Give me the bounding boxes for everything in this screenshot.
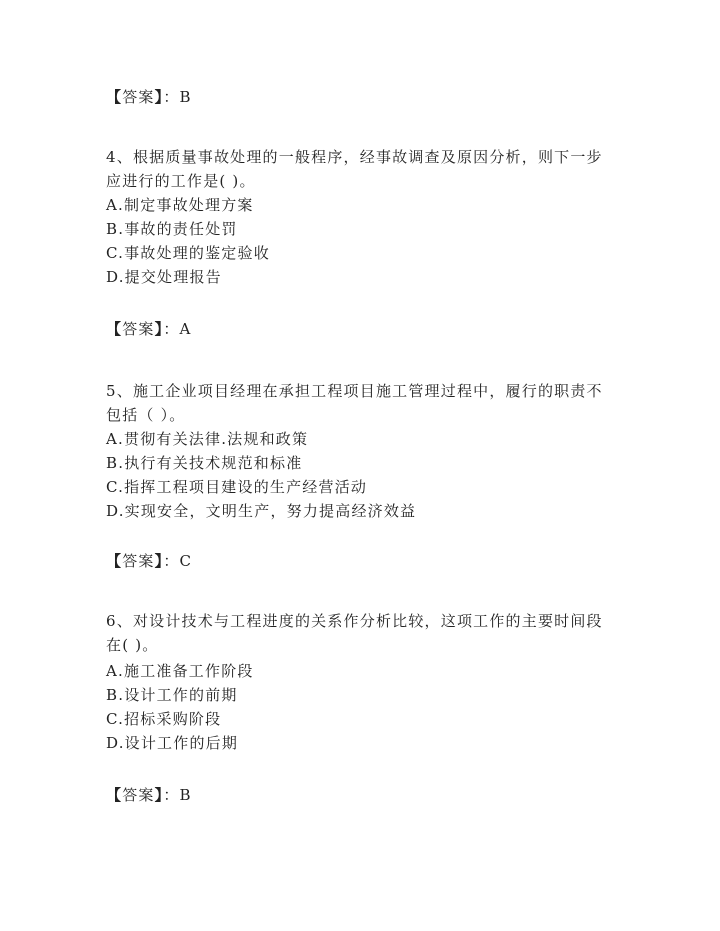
question-4-option-c: C.事故处理的鉴定验收 — [106, 244, 270, 262]
question-4-option-d: D.提交处理报告 — [106, 268, 222, 286]
answer-line — [106, 784, 192, 806]
answer-value: A — [179, 320, 192, 338]
question-5-option-b: B.执行有关技术规范和标准 — [106, 454, 303, 472]
question-6-option-a: A.施工准备工作阶段 — [106, 662, 254, 680]
answer-open-bracket: 【 — [106, 88, 123, 106]
answer-separator: ： — [163, 552, 180, 570]
question-4-text-line-2: 应进行的工作是( )。 — [106, 172, 256, 190]
question-4-option-b: B.事故的责任处罚 — [106, 220, 238, 238]
answer-value: B — [179, 786, 192, 804]
question-5-text-line-2: 包括（ ）。 — [106, 406, 186, 424]
question-6-option-c: C.招标采购阶段 — [106, 710, 222, 728]
answer-label: 答案 — [122, 786, 155, 804]
question-5-option-a: A.贯彻有关法律.法规和政策 — [106, 430, 309, 448]
question-6-option-b: B.设计工作的前期 — [106, 686, 238, 704]
answer-open-bracket: 【 — [106, 552, 123, 570]
answer-line — [106, 86, 192, 108]
question-5-text-line-1: 5、施工企业项目经理在承担工程项目施工管理过程中，履行的职责不 — [106, 382, 603, 400]
answer-open-bracket: 【 — [106, 320, 123, 338]
answer-label: 答案 — [122, 88, 155, 106]
answer-line — [106, 318, 192, 340]
answer-separator: ： — [163, 88, 180, 106]
answer-value: C — [179, 552, 193, 570]
question-6-option-d: D.设计工作的后期 — [106, 734, 239, 752]
answer-close-bracket: 】 — [154, 320, 164, 338]
question-5-option-d: D.实现安全，文明生产，努力提高经济效益 — [106, 502, 417, 520]
answer-label: 答案 — [122, 552, 155, 570]
question-6-text-line-2: 在( )。 — [106, 636, 159, 654]
question-4-text-line-1: 4、根据质量事故处理的一般程序，经事故调查及原因分析，则下一步 — [106, 148, 603, 166]
answer-close-bracket: 】 — [154, 552, 164, 570]
question-5-option-c: C.指挥工程项目建设的生产经营活动 — [106, 478, 368, 496]
answer-close-bracket: 】 — [154, 786, 164, 804]
answer-value: B — [179, 88, 192, 106]
answer-separator: ： — [163, 320, 180, 338]
answer-label: 答案 — [122, 320, 155, 338]
answer-line — [106, 550, 192, 572]
answer-separator: ： — [163, 786, 180, 804]
answer-close-bracket: 】 — [154, 88, 164, 106]
answer-open-bracket: 【 — [106, 786, 123, 804]
question-4-option-a: A.制定事故处理方案 — [106, 196, 254, 214]
question-6-text-line-1: 6、对设计技术与工程进度的关系作分析比较，这项工作的主要时间段 — [106, 612, 603, 630]
